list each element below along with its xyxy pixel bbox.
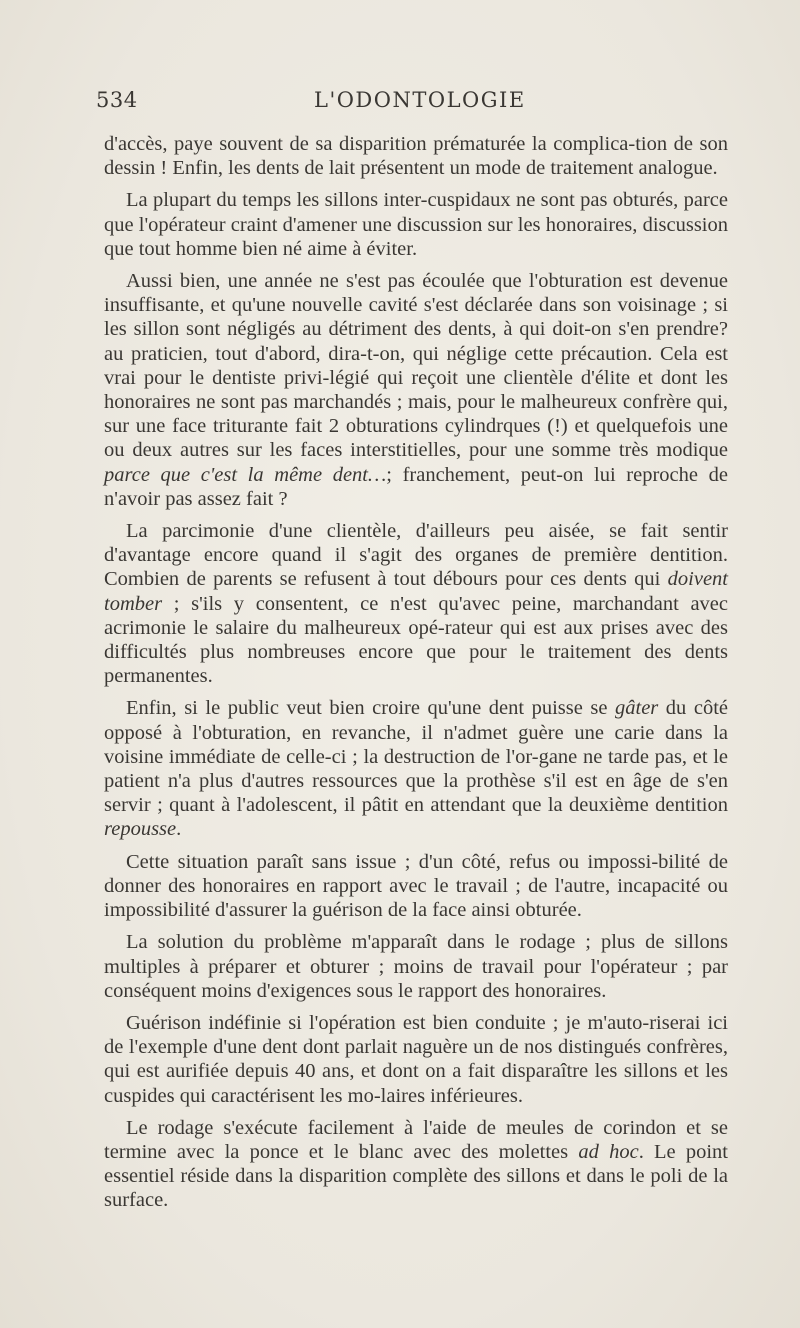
paragraph-4 (104, 519, 728, 688)
text-segment: ; franchement, peut-on lui reproche de n'avoir pas assez fait ? (104, 463, 728, 510)
paragraph-3 (104, 269, 728, 511)
text-segment: La solution du problème m'apparaît dans le rodage ; plus de sillons multiples à préparer et obturer ; moins de travail pour l'opérateur ; par conséquent moins d'exigences sous le rapport des honoraires. (104, 931, 728, 1002)
text-segment: Aussi bien, une année ne s'est pas écoulée que l'obturation est devenue insuffisante, et qu'une nouvelle cavité s'est déclarée dans son voisinage ; si les sillon sont négligés au détriment des dents, à qui doit-on s'en prendre? au praticien, tout d'abord, dira-t-on, qui néglige cette précaution. Cela est vrai pour le dentiste privi-légié qui reçoit une clientèle d'élite et dont les honoraires ne sont pas marchandés ; mais, pour le malheureux confrère qui, sur une face triturante fait 2 obturations cylindrques (!) et quelquefois une ou deux autres sur les faces interstitielles, pour une somme très modique (104, 270, 728, 462)
text-segment: Enfin, si le public veut bien croire qu'une dent puisse se (126, 697, 615, 720)
italic-text: parce que c'est la même dent… (104, 463, 387, 486)
paragraph-9 (104, 1116, 728, 1213)
text-segment: La plupart du temps les sillons inter-cuspidaux ne sont pas obturés, parce que l'opérateur craint d'amener une discussion sur les honoraires, discussion que tout homme bien né aime à éviter. (104, 189, 728, 260)
paragraph-8 (104, 1011, 728, 1108)
italic-text: ad hoc (578, 1140, 639, 1163)
running-title: L'ODONTOLOGIE (314, 88, 526, 112)
text-segment: Le rodage s'exécute facilement à l'aide de meules de corindon et se termine avec la ponce et le blanc avec des molettes (104, 1116, 728, 1163)
text-segment: La parcimonie d'une clientèle, d'ailleurs peu aisée, se fait sentir d'avantage encore quand il s'agit des organes de première dentition. Combien de parents se refusent à tout débours pour ces dents qui (104, 520, 728, 591)
page-number: 534 (96, 88, 138, 112)
paragraph-5 (104, 696, 728, 841)
text-segment: . (176, 818, 182, 841)
italic-text: gâter (615, 697, 659, 720)
text-segment: d'accès, paye souvent de sa disparition prématurée la complica-tion de son dessin ! Enfin, les dents de lait présentent un mode de traitement analogue. (104, 133, 728, 180)
page-body (104, 132, 728, 1213)
paragraph-6 (104, 850, 728, 923)
italic-text: doivent tomber (104, 568, 728, 615)
text-segment: Guérison indéfinie si l'opération est bien conduite ; je m'auto-riserai ici de l'exemple d'une dent dont parlait naguère un de nos distingués confrères, qui est aurifiée depuis 40 ans, et dont on a fait disparaître les sillons et les cuspides qui caractérisent les mo-laires inférieures. (104, 1011, 728, 1107)
paragraph-1 (104, 132, 728, 180)
text-segment: ; s'ils y consentent, ce n'est qu'avec peine, marchandant avec acrimonie le salaire du malheureux opé-rateur qui est aux prises avec des difficultés plus nombreuses encore que pour le traitement des dents permanentes. (104, 592, 728, 688)
italic-text: repousse (104, 818, 177, 841)
text-segment: du côté opposé à l'obturation, en revanche, il n'admet guère une carie dans la voisine immédiate de celle-ci ; la destruction de l'or-gane ne tarde pas, et le patient n'a plus d'autres ressources que la prothèse s'il est en âge de s'en servir ; quant à l'adolescent, il pâtit en attendant que la deuxième dentition (104, 697, 728, 817)
text-segment: Cette situation paraît sans issue ; d'un côté, refus ou impossi-bilité de donner des honoraires en rapport avec le travail ; de l'autre, incapacité ou impossibilité d'assurer la guérison de la face ainsi obturée. (104, 850, 728, 922)
paragraph-2 (104, 188, 728, 261)
page-header (96, 88, 716, 116)
paragraph-7 (104, 930, 728, 1003)
text-segment: . Le point essentiel réside dans la disparition complète des sillons et dans le poli de la surface. (104, 1140, 729, 1212)
